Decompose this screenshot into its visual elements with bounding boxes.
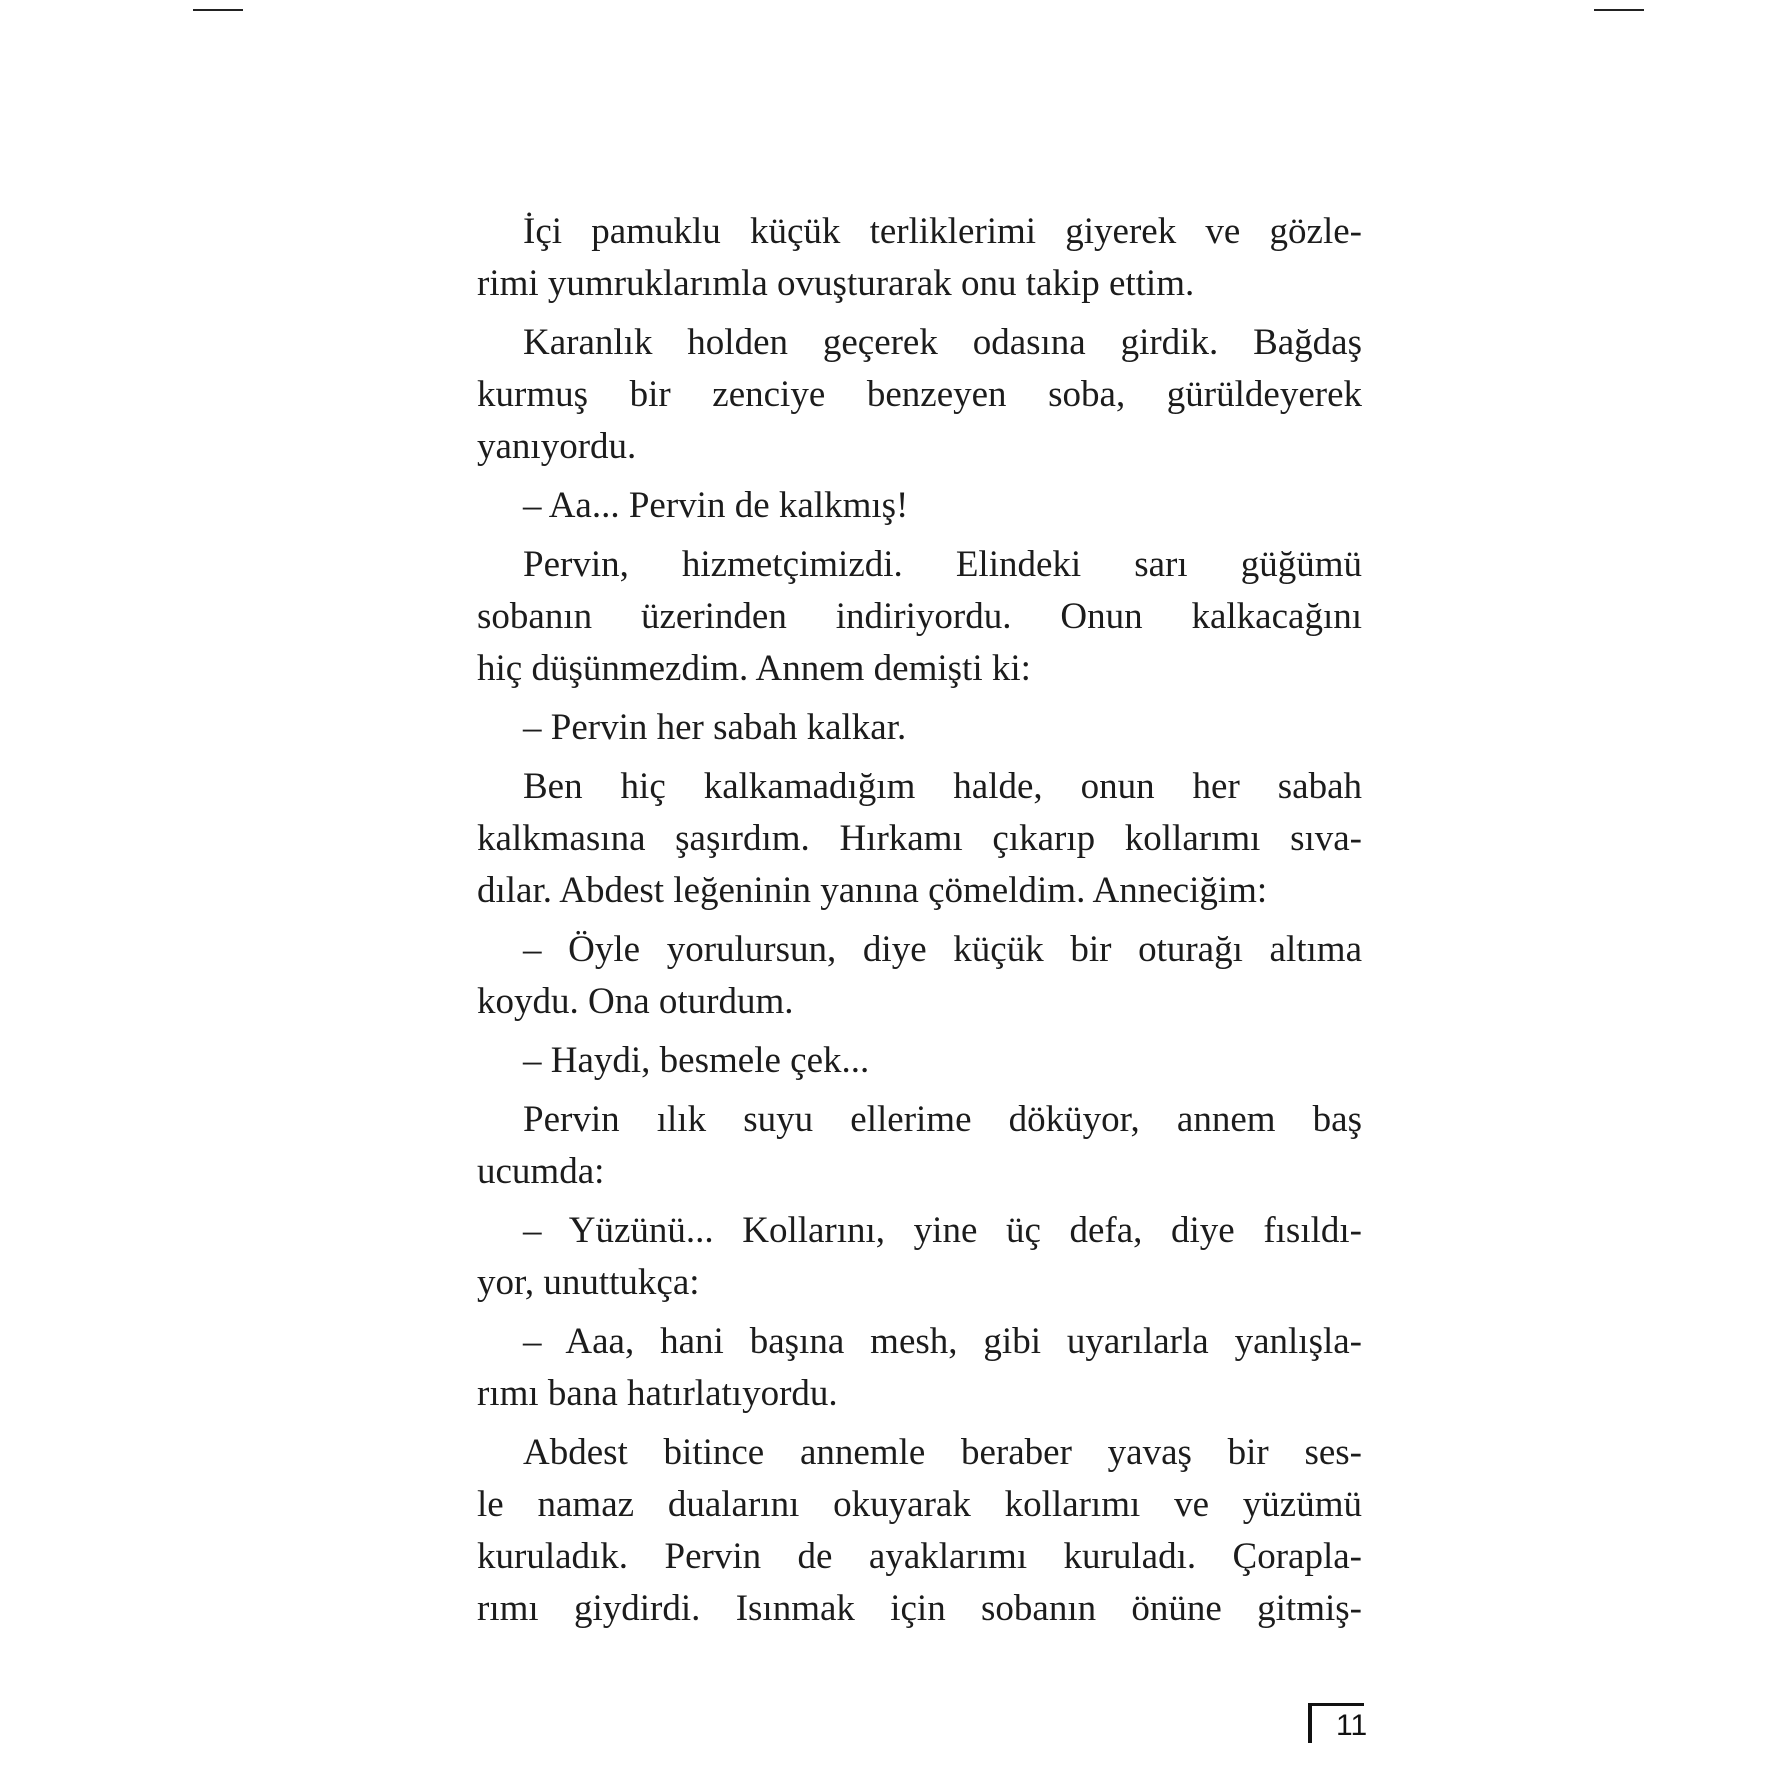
text-line: – Haydi, besmele çek...	[523, 1040, 870, 1081]
text-line: kurmuş bir zenciye benzeyen soba, gürüldeyerek	[477, 374, 1362, 415]
paragraph	[477, 702, 1362, 754]
text-line: Abdest bitince annemle beraber yavaş bir ses-	[523, 1432, 1362, 1473]
text-line: İçi pamuklu küçük terliklerimi giyerek ve gözle-	[523, 211, 1362, 252]
text-line: – Öyle yorulursun, diye küçük bir oturağı altıma	[523, 929, 1362, 970]
text-line: Karanlık holden geçerek odasına girdik. Bağdaş	[523, 322, 1362, 363]
text-line: le namaz dualarını okuyarak kollarımı ve yüzümü	[477, 1484, 1362, 1525]
text-line: dılar. Abdest leğeninin yanına çömeldim. Anneciğim:	[477, 870, 1268, 911]
text-line: Ben hiç kalkamadığım halde, onun her sabah	[523, 766, 1362, 807]
crop-mark-right	[1594, 9, 1644, 11]
text-line: rimi yumruklarımla ovuşturarak onu takip ettim.	[477, 263, 1195, 304]
paragraph	[477, 206, 1362, 310]
text-line: hiç düşünmezdim. Annem demişti ki:	[477, 648, 1031, 689]
paragraph	[477, 1427, 1362, 1635]
page-number-marker	[1308, 1703, 1368, 1743]
page-number-bracket-vertical	[1308, 1703, 1312, 1743]
body-text	[477, 206, 1362, 1642]
text-line: yor, unuttukça:	[477, 1262, 700, 1303]
paragraph	[477, 1094, 1362, 1198]
paragraph	[477, 1035, 1362, 1087]
page-number: 11	[1336, 1709, 1368, 1742]
text-line: koydu. Ona oturdum.	[477, 981, 794, 1022]
text-line: kalkmasına şaşırdım. Hırkamı çıkarıp kollarımı sıva-	[477, 818, 1362, 859]
paragraph	[477, 1205, 1362, 1309]
text-line: rımı bana hatırlatıyordu.	[477, 1373, 838, 1414]
page-number-bracket-horizontal	[1308, 1703, 1364, 1706]
text-line: – Aaa, hani başına mesh, gibi uyarılarla yanlışla-	[523, 1321, 1362, 1362]
paragraph	[477, 480, 1362, 532]
text-line: Pervin, hizmetçimizdi. Elindeki sarı güğümü	[523, 544, 1362, 585]
paragraph	[477, 317, 1362, 473]
text-line: ucumda:	[477, 1151, 605, 1192]
text-line: Pervin ılık suyu ellerime döküyor, annem baş	[523, 1099, 1362, 1140]
text-line: yanıyordu.	[477, 426, 637, 467]
text-line: sobanın üzerinden indiriyordu. Onun kalkacağını	[477, 596, 1362, 637]
paragraph	[477, 1316, 1362, 1420]
text-line: kuruladık. Pervin de ayaklarımı kuruladı. Çorapla-	[477, 1536, 1362, 1577]
text-line: – Yüzünü... Kollarını, yine üç defa, diye fısıldı-	[523, 1210, 1362, 1251]
text-line: rımı giydirdi. Isınmak için sobanın önüne gitmiş-	[477, 1588, 1362, 1629]
paragraph	[477, 761, 1362, 917]
text-line: – Pervin her sabah kalkar.	[523, 707, 907, 748]
paragraph	[477, 539, 1362, 695]
crop-mark-left	[193, 9, 243, 11]
text-line: – Aa... Pervin de kalkmış!	[523, 485, 909, 526]
paragraph	[477, 924, 1362, 1028]
